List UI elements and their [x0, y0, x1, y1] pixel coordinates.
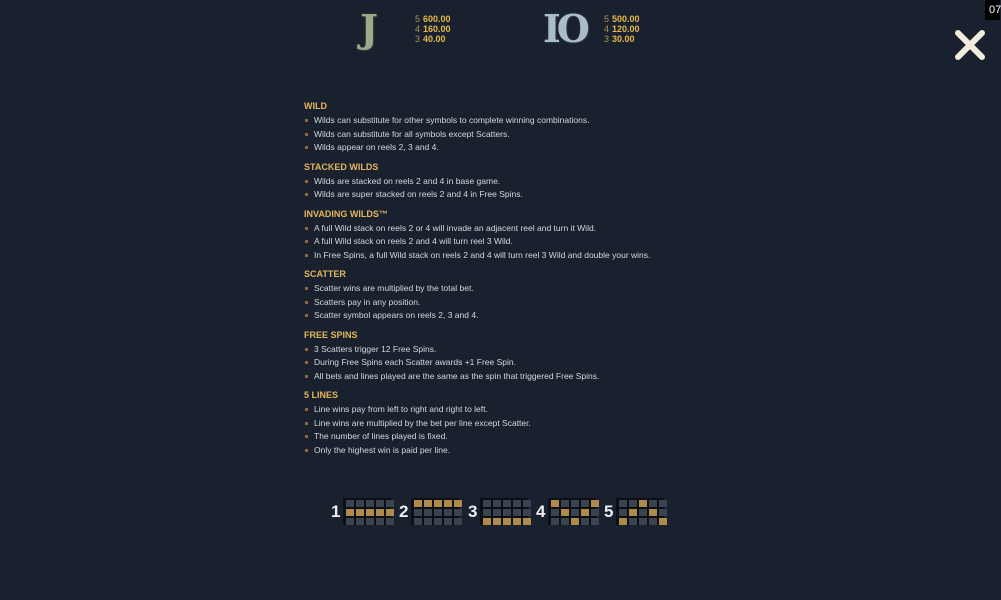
symbol-10-icon: IO	[543, 6, 586, 51]
bullet-icon	[305, 240, 308, 243]
section-scatter	[304, 268, 724, 323]
payline-grid	[343, 498, 391, 525]
bullet-icon	[305, 119, 308, 122]
payline-cell	[571, 500, 579, 507]
payline-cell-active	[454, 500, 462, 507]
corner-badge: 07	[985, 0, 1000, 20]
payline-cell-active	[639, 500, 647, 507]
close-button[interactable]	[953, 28, 987, 62]
section-title: WILD	[304, 101, 327, 111]
rule-item: Wilds can substitute for other symbols to complete winning combinations.	[304, 114, 724, 128]
payline-cell	[591, 518, 599, 525]
close-icon	[953, 28, 987, 62]
section-stacked-wilds	[304, 161, 724, 202]
section-5-lines	[304, 389, 724, 457]
payline-grid	[411, 498, 459, 525]
payline-cell	[386, 500, 394, 507]
payline-cell-active	[551, 500, 559, 507]
bullet-icon	[305, 133, 308, 136]
payline-cell	[434, 509, 442, 516]
payline-number: 1	[331, 502, 341, 521]
payline-cell	[454, 509, 462, 516]
payline-cell	[561, 500, 569, 507]
bullet-icon	[305, 146, 308, 149]
pay-row: 5 500.00	[604, 14, 640, 24]
bullet-icon	[305, 193, 308, 196]
bullet-icon	[305, 361, 308, 364]
payline-cell-active	[619, 518, 627, 525]
bullet-icon	[305, 254, 308, 257]
rule-item: Only the highest win is paid per line.	[304, 444, 724, 458]
rule-item: Line wins are multiplied by the bet per line except Scatter.	[304, 417, 724, 431]
payline-cell	[649, 518, 657, 525]
rule-item: A full Wild stack on reels 2 and 4 will turn reel 3 Wild.	[304, 235, 724, 249]
payline-cell	[483, 509, 491, 516]
symbol-j-pays	[415, 14, 451, 44]
payline-cell	[581, 500, 589, 507]
rule-item: Wilds are super stacked on reels 2 and 4 in Free Spins.	[304, 188, 724, 202]
payline-cell	[551, 518, 559, 525]
bullet-icon	[305, 301, 308, 304]
bullet-icon	[305, 375, 308, 378]
bullet-icon	[305, 314, 308, 317]
payline-cell	[659, 500, 667, 507]
payline-cell	[424, 518, 432, 525]
payline-cell	[414, 509, 422, 516]
payline-cell-active	[434, 500, 442, 507]
payline-cell	[629, 500, 637, 507]
bullet-icon	[305, 348, 308, 351]
payline-grid	[616, 498, 664, 525]
payline-cell	[434, 518, 442, 525]
payline-cell	[561, 518, 569, 525]
rule-item: A full Wild stack on reels 2 or 4 will invade an adjacent reel and turn it Wild.	[304, 222, 724, 236]
section-title: FREE SPINS	[304, 329, 358, 340]
payline-cell	[424, 509, 432, 516]
payline-cell	[571, 509, 579, 516]
payline-cell	[639, 518, 647, 525]
rule-item: Line wins pay from left to right and right to left.	[304, 403, 724, 417]
pay-row: 3 40.00	[415, 34, 446, 44]
payline-number: 5	[604, 502, 614, 521]
payline-cell	[346, 518, 354, 525]
payline-cell	[366, 518, 374, 525]
payline-cell-active	[386, 509, 394, 516]
payline-cell	[493, 500, 501, 507]
bullet-icon	[305, 408, 308, 411]
payline-cell	[503, 509, 511, 516]
payline-cell-active	[376, 509, 384, 516]
payline-cell-active	[493, 518, 501, 525]
payline-number: 3	[468, 502, 478, 521]
payline-cell	[356, 518, 364, 525]
payline-cell-active	[659, 518, 667, 525]
payline-cell	[523, 509, 531, 516]
payline-cell-active	[629, 509, 637, 516]
pay-row: 3 30.00	[604, 34, 635, 44]
payline-cell	[551, 509, 559, 516]
symbol-j-block	[360, 8, 460, 54]
section-title: SCATTER	[304, 269, 346, 279]
rule-item: During Free Spins each Scatter awards +1 Free Spin.	[304, 356, 724, 370]
pay-row: 4 160.00	[415, 24, 451, 34]
payline-cell	[366, 500, 374, 507]
payline-cell	[414, 518, 422, 525]
payline-cell	[444, 518, 452, 525]
payline-grid	[480, 498, 528, 525]
payline-cell	[629, 518, 637, 525]
rule-item: The number of lines played is fixed.	[304, 430, 724, 444]
rule-item: Scatter symbol appears on reels 2, 3 and 4.	[304, 309, 724, 323]
bullet-icon	[305, 449, 308, 452]
payline-cell	[386, 518, 394, 525]
bullet-icon	[305, 227, 308, 230]
section-title: STACKED WILDS	[304, 161, 379, 172]
symbol-10-pays	[604, 14, 640, 44]
payline-cell	[376, 518, 384, 525]
payline-cell	[581, 518, 589, 525]
payline-cell	[619, 509, 627, 516]
payline-cell	[513, 509, 521, 516]
rule-item: 3 Scatters trigger 12 Free Spins.	[304, 343, 724, 357]
payline-number: 4	[536, 502, 546, 521]
section-wild	[304, 100, 724, 155]
bullet-icon	[305, 422, 308, 425]
payline-cell	[513, 500, 521, 507]
payline-cell-active	[444, 500, 452, 507]
payline-cell	[649, 500, 657, 507]
payline-cell-active	[513, 518, 521, 525]
paytable-row	[0, 8, 1000, 54]
paylines-row	[331, 498, 671, 528]
payline-cell	[346, 500, 354, 507]
section-title: 5 LINES	[304, 390, 339, 400]
payline-cell	[659, 509, 667, 516]
pay-row: 4 120.00	[604, 24, 640, 34]
section-invading-wilds	[304, 208, 724, 263]
payline-cell-active	[424, 500, 432, 507]
pay-row: 5 600.00	[415, 14, 451, 24]
payline-cell-active	[571, 518, 579, 525]
payline-cell-active	[366, 509, 374, 516]
rules-content	[304, 100, 724, 463]
payline-cell	[639, 509, 647, 516]
rule-item: Wilds are stacked on reels 2 and 4 in base game.	[304, 175, 724, 189]
section-free-spins	[304, 329, 724, 384]
payline-cell-active	[649, 509, 657, 516]
payline-cell	[523, 500, 531, 507]
payline-cell-active	[591, 500, 599, 507]
payline-cell-active	[561, 509, 569, 516]
rule-item: In Free Spins, a full Wild stack on reels 2 and 4 will turn reel 3 Wild and double your wins.	[304, 249, 724, 263]
rule-item: Scatter wins are multiplied by the total bet.	[304, 282, 724, 296]
payline-cell	[503, 500, 511, 507]
payline-cell-active	[503, 518, 511, 525]
payline-cell	[483, 500, 491, 507]
rule-item: Wilds appear on reels 2, 3 and 4.	[304, 141, 724, 155]
symbol-10-block	[543, 8, 653, 54]
payline-number: 2	[399, 502, 409, 521]
payline-cell	[493, 509, 501, 516]
bullet-icon	[305, 435, 308, 438]
bullet-icon	[305, 180, 308, 183]
payline-grid	[548, 498, 596, 525]
payline-cell-active	[483, 518, 491, 525]
symbol-j-icon: J	[360, 6, 378, 51]
rule-item: Wilds can substitute for all symbols except Scatters.	[304, 128, 724, 142]
payline-cell	[454, 518, 462, 525]
payline-cell	[356, 500, 364, 507]
payline-cell-active	[414, 500, 422, 507]
payline-cell-active	[356, 509, 364, 516]
section-title: INVADING WILDS™	[304, 208, 388, 219]
payline-cell-active	[346, 509, 354, 516]
payline-cell	[591, 509, 599, 516]
payline-cell-active	[581, 509, 589, 516]
payline-cell-active	[523, 518, 531, 525]
payline-cell	[444, 509, 452, 516]
rule-item: Scatters pay in any position.	[304, 296, 724, 310]
bullet-icon	[305, 287, 308, 290]
payline-cell	[619, 500, 627, 507]
rule-item: All bets and lines played are the same as the spin that triggered Free Spins.	[304, 370, 724, 384]
payline-cell	[376, 500, 384, 507]
